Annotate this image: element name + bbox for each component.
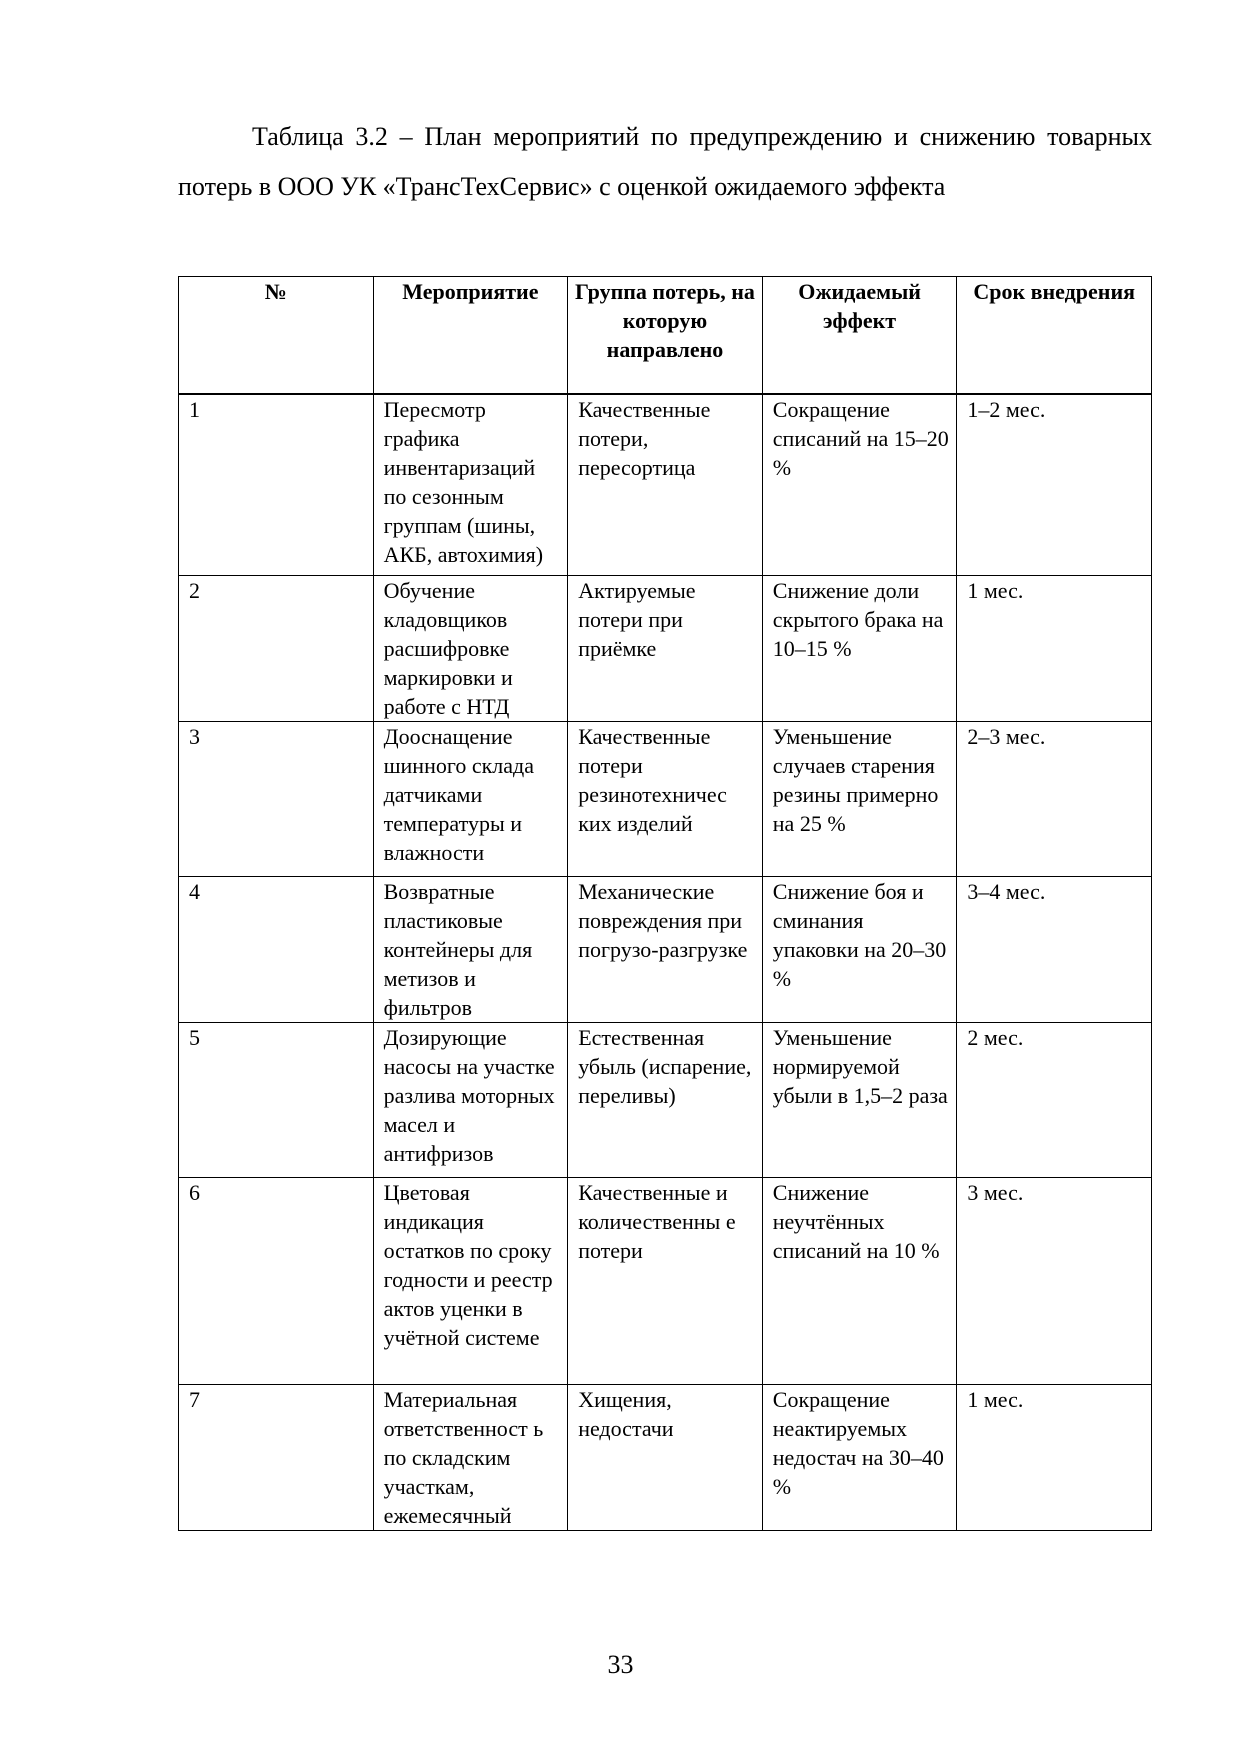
- cell-number: 5: [179, 1022, 374, 1177]
- table-row: [179, 1177, 1152, 1384]
- cell-period: 1 мес.: [957, 1384, 1152, 1530]
- cell-loss-group: Качественные потери, пересортица: [568, 394, 763, 575]
- cell-number: 3: [179, 721, 374, 876]
- cell-measure: Цветовая индикация остатков по сроку годности и реестр актов уценки в учётной системе: [373, 1177, 568, 1384]
- table-row: [179, 1022, 1152, 1177]
- measures-table: [178, 276, 1152, 1531]
- cell-period: 1–2 мес.: [957, 394, 1152, 575]
- cell-period: 2 мес.: [957, 1022, 1152, 1177]
- header-number: №: [179, 277, 374, 395]
- table-row: [179, 1384, 1152, 1530]
- cell-expected-effect: Уменьшение нормируемой убыли в 1,5–2 раза: [762, 1022, 957, 1177]
- cell-measure: Материальная ответственност ь по складским участкам, ежемесячный: [373, 1384, 568, 1530]
- cell-number: 4: [179, 876, 374, 1022]
- cell-expected-effect: Снижение боя и сминания упаковки на 20–30 %: [762, 876, 957, 1022]
- cell-measure: Дооснащение шинного склада датчиками температуры и влажности: [373, 721, 568, 876]
- table-header-row: [179, 277, 1152, 395]
- cell-expected-effect: Снижение доли скрытого брака на 10–15 %: [762, 575, 957, 721]
- cell-number: 6: [179, 1177, 374, 1384]
- cell-period: 1 мес.: [957, 575, 1152, 721]
- page-number: 33: [607, 1650, 634, 1679]
- header-loss-group: Группа потерь, на которую направлено: [568, 277, 763, 395]
- cell-expected-effect: Сокращение неактируемых недостач на 30–40 %: [762, 1384, 957, 1530]
- header-measure: Мероприятие: [373, 277, 568, 395]
- table-caption: Таблица 3.2 – План мероприятий по предупреждению и снижению товарных потерь в ООО УК «ТрансТехСервис» с оценкой ожидаемого эффекта: [178, 122, 1152, 201]
- cell-measure: Дозирующие насосы на участке разлива моторных масел и антифризов: [373, 1022, 568, 1177]
- cell-loss-group: Качественные потери резинотехничес ких изделий: [568, 721, 763, 876]
- cell-number: 7: [179, 1384, 374, 1530]
- cell-number: 1: [179, 394, 374, 575]
- table-row: [179, 876, 1152, 1022]
- cell-loss-group: Качественные и количественны е потери: [568, 1177, 763, 1384]
- cell-period: 3 мес.: [957, 1177, 1152, 1384]
- cell-loss-group: Актируемые потери при приёмке: [568, 575, 763, 721]
- cell-loss-group: Хищения, недостачи: [568, 1384, 763, 1530]
- cell-expected-effect: Сокращение списаний на 15–20 %: [762, 394, 957, 575]
- cell-number: 2: [179, 575, 374, 721]
- table-row: [179, 394, 1152, 575]
- cell-expected-effect: Снижение неучтённых списаний на 10 %: [762, 1177, 957, 1384]
- cell-measure: Возвратные пластиковые контейнеры для метизов и фильтров: [373, 876, 568, 1022]
- table-row: [179, 575, 1152, 721]
- cell-loss-group: Механические повреждения при погрузо-разгрузке: [568, 876, 763, 1022]
- cell-period: 2–3 мес.: [957, 721, 1152, 876]
- header-expected-effect: Ожидаемый эффект: [762, 277, 957, 395]
- cell-period: 3–4 мес.: [957, 876, 1152, 1022]
- cell-measure: Пересмотр графика инвентаризаций по сезонным группам (шины, АКБ, автохимия): [373, 394, 568, 575]
- header-implementation-period: Срок внедрения: [957, 277, 1152, 395]
- table-row: [179, 721, 1152, 876]
- cell-loss-group: Естественная убыль (испарение, переливы): [568, 1022, 763, 1177]
- cell-measure: Обучение кладовщиков расшифровке маркировки и работе с НТД: [373, 575, 568, 721]
- cell-expected-effect: Уменьшение случаев старения резины примерно на 25 %: [762, 721, 957, 876]
